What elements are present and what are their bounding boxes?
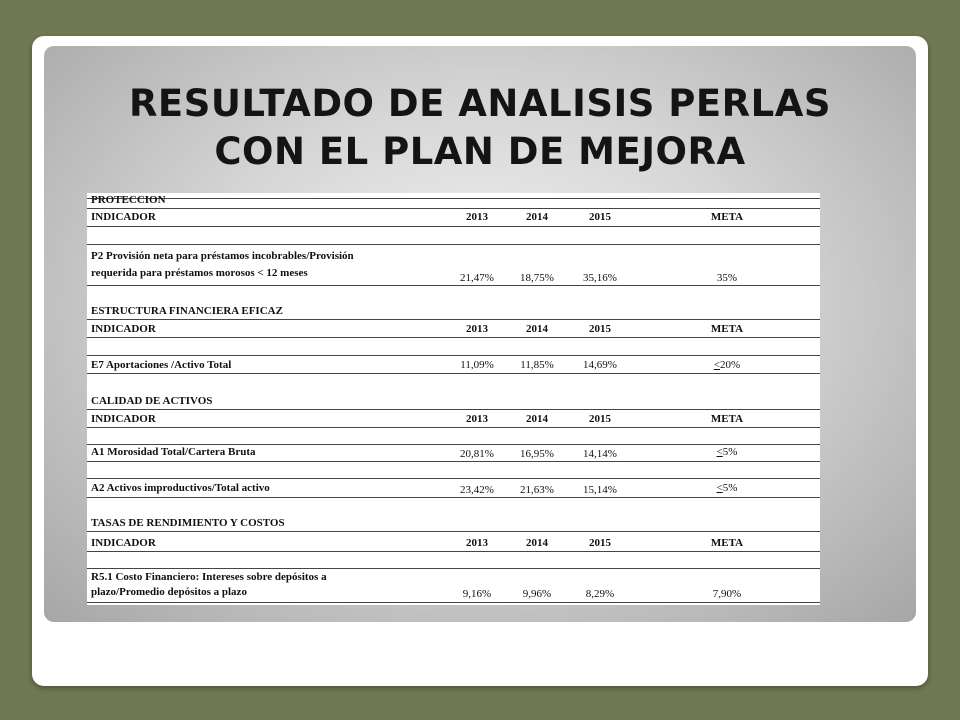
value-meta: <20%	[713, 359, 741, 371]
header-2014: 2014	[526, 323, 548, 335]
title-line-2: CON EL PLAN DE MEJORA	[214, 130, 746, 173]
header-2014: 2014	[526, 413, 548, 425]
header-2013: 2013	[466, 537, 488, 549]
value-2015: 35,16%	[583, 272, 617, 284]
header-meta: META	[710, 211, 744, 223]
value-2014: 9,96%	[522, 588, 552, 600]
value-2014: 16,95%	[520, 448, 554, 460]
indicator-label: R5.1 Costo Financiero: Intereses sobre depósitos a	[91, 571, 327, 583]
header-2013: 2013	[466, 323, 488, 335]
header-2013: 2013	[466, 211, 488, 223]
header-2015: 2015	[589, 413, 611, 425]
header-indicador: INDICADOR	[91, 323, 156, 335]
value-2015: 14,14%	[583, 448, 617, 460]
value-2013: 11,09%	[460, 359, 494, 371]
value-2015: 14,69%	[583, 359, 617, 371]
section-title: TASAS DE RENDIMIENTO Y COSTOS	[91, 517, 285, 529]
value-2013: 20,81%	[460, 448, 494, 460]
section-title: ESTRUCTURA FINANCIERA EFICAZ	[91, 305, 283, 317]
header-meta: META	[710, 323, 744, 335]
value-2015: 8,29%	[585, 588, 615, 600]
header-indicador: INDICADOR	[91, 537, 156, 549]
value-2014: 11,85%	[520, 359, 554, 371]
header-2014: 2014	[526, 537, 548, 549]
value-2013: 9,16%	[462, 588, 492, 600]
value-2014: 21,63%	[520, 484, 554, 496]
section-title: CALIDAD DE ACTIVOS	[91, 395, 213, 407]
value-2014: 18,75%	[520, 272, 554, 284]
slide-title	[44, 80, 916, 176]
section-title: PROTECCION	[91, 194, 166, 206]
header-2013: 2013	[466, 413, 488, 425]
header-2014: 2014	[526, 211, 548, 223]
indicator-label: P2 Provisión neta para préstamos incobrables/Provisión	[91, 250, 354, 262]
indicator-label: requerida para préstamos morosos < 12 meses	[91, 267, 308, 279]
indicator-label: A1 Morosidad Total/Cartera Bruta	[91, 446, 256, 458]
indicator-label: plazo/Promedio depósitos a plazo	[91, 586, 247, 598]
value-meta: <5%	[716, 446, 738, 458]
header-indicador: INDICADOR	[91, 413, 156, 425]
value-meta: <5%	[716, 482, 738, 494]
header-2015: 2015	[589, 211, 611, 223]
header-2015: 2015	[589, 323, 611, 335]
value-meta: 7,90%	[712, 588, 742, 600]
header-2015: 2015	[589, 537, 611, 549]
indicator-label: E7 Aportaciones /Activo Total	[91, 359, 232, 371]
perlas-table	[87, 193, 820, 605]
value-2013: 23,42%	[460, 484, 494, 496]
indicator-label: A2 Activos improductivos/Total activo	[91, 482, 270, 494]
header-meta: META	[710, 537, 744, 549]
header-meta: META	[710, 413, 744, 425]
title-line-1: RESULTADO DE ANALISIS PERLAS	[128, 82, 832, 125]
header-indicador: INDICADOR	[91, 211, 156, 223]
value-meta: 35%	[716, 272, 738, 284]
value-2013: 21,47%	[460, 272, 494, 284]
value-2015: 15,14%	[583, 484, 617, 496]
